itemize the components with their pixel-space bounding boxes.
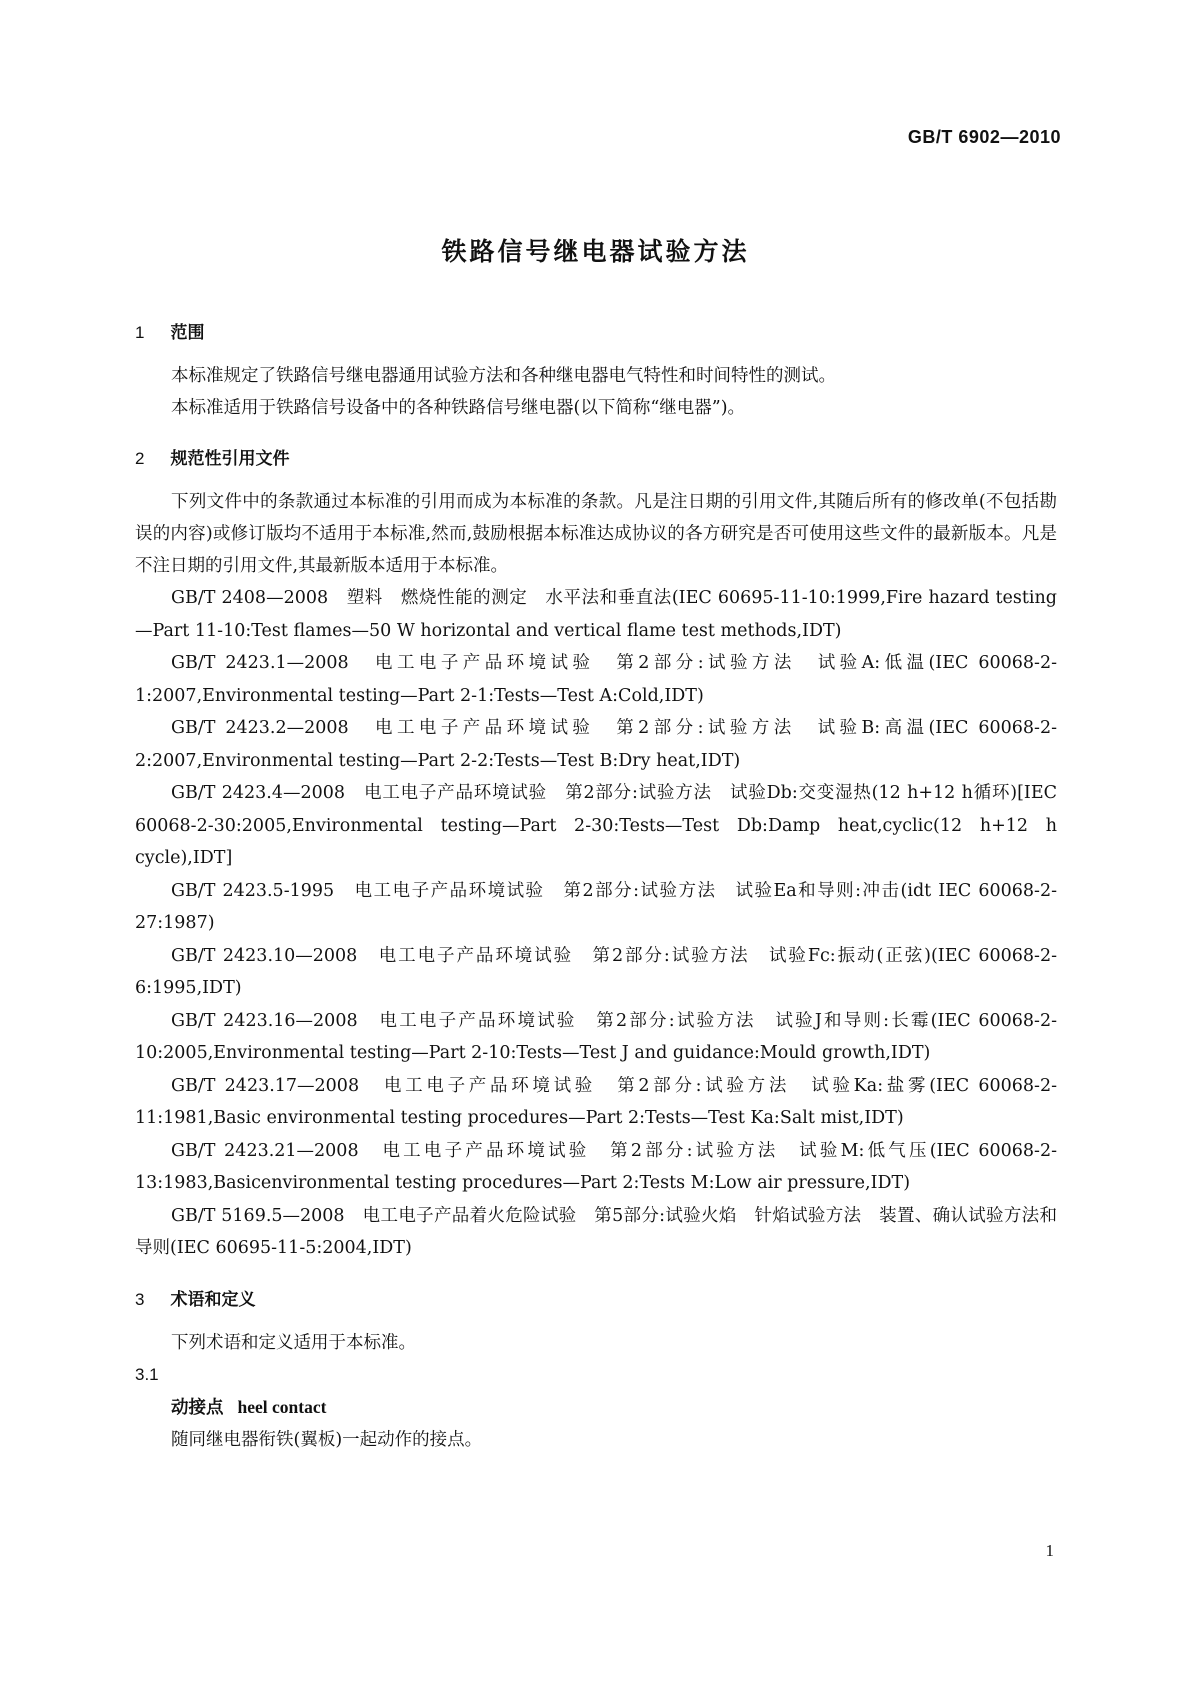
section-1-heading [135,320,1057,346]
section-3-number: 3 [135,1289,145,1309]
document-title: 铁路信号继电器试验方法 [441,237,750,266]
reference-item: GB/T 5169.5—2008 电工电子产品着火危险试验 第5部分:试验火焰 针焰试验方法 装置、确认试验方法和导则(IEC 60695-11-5:2004,IDT) [135,1205,1057,1258]
reference-item: GB/T 2423.21—2008 电工电子产品环境试验 第2部分:试验方法 试验M:低气压(IEC 60068-2-13:1983,Basicenvironmental testing procedures—Part 2:Tests M:Low air pressure,IDT) [135,1140,1057,1193]
scope-paragraph: 本标准适用于铁路信号设备中的各种铁路信号继电器(以下简称“继电器”)。 [171,398,746,418]
section-2-heading [135,446,1057,472]
section-2-title: 规范性引用文件 [170,449,290,469]
scope-paragraph: 本标准规定了铁路信号继电器通用试验方法和各种继电器电气特性和时间特性的测试。 [171,366,836,386]
page-number: 1 [1045,1541,1054,1560]
term-definition: 随同继电器衔铁(翼板)一起动作的接点。 [171,1429,483,1450]
section-3-title: 术语和定义 [170,1289,256,1310]
reference-item: GB/T 2423.5-1995 电工电子产品环境试验 第2部分:试验方法 试验Ea和导则:冲击(idt IEC 60068-2-27:1987) [135,880,1057,933]
section-3-heading [135,1287,1057,1313]
term-entry [171,1391,1057,1424]
reference-item: GB/T 2423.2—2008 电工电子产品环境试验 第2部分:试验方法 试验B:高温(IEC 60068-2-2:2007,Environmental testing—Part 2-2:Tests—Test B:Dry heat,IDT) [135,718,1057,771]
reference-item: GB/T 2423.4—2008 电工电子产品环境试验 第2部分:试验方法 试验Db:交变湿热(12 h+12 h循环)[IEC 60068-2-30:2005,Environmental testing—Part 2-30:Tests—Test Db:Damp heat,cyclic(12 h+12 h cycle),IDT] [135,783,1057,868]
reference-item: GB/T 2423.10—2008 电工电子产品环境试验 第2部分:试验方法 试验Fc:振动(正弦)(IEC 60068-2-6:1995,IDT) [135,945,1057,998]
section-1-title: 范围 [170,323,205,343]
reference-item: GB/T 2423.1—2008 电工电子产品环境试验 第2部分:试验方法 试验A:低温(IEC 60068-2-1:2007,Environmental testing—Part 2-1:Tests—Test A:Cold,IDT) [135,653,1057,706]
terms-intro: 下列术语和定义适用于本标准。 [171,1332,416,1353]
document-body [135,320,1057,1456]
standard-id: GB/T 6902—2010 [907,127,1061,147]
section-2-number: 2 [135,449,145,468]
term-english: heel contact [237,1396,327,1417]
clause-number: 3.1 [135,1364,159,1384]
normative-references-intro: 下列文件中的条款通过本标准的引用而成为本标准的条款。凡是注日期的引用文件,其随后所有的修改单(不包括勘误的内容)或修订版均不适用于本标准,然而,鼓励根据本标准达成协议的各方研究是否可使用这些文件的最新版本。凡是不注日期的引用文件,其最新版本适用于本标准。 [135,492,1057,576]
section-1-number: 1 [135,323,145,342]
term-chinese: 动接点 [171,1397,224,1418]
reference-item: GB/T 2408—2008 塑料 燃烧性能的测定 水平法和垂直法(IEC 60695-11-10:1999,Fire hazard testing—Part 11-10:Test flames—50 W horizontal and vertical flame test methods,IDT) [135,588,1057,641]
reference-item: GB/T 2423.17—2008 电工电子产品环境试验 第2部分:试验方法 试验Ka:盐雾(IEC 60068-2-11:1981,Basic environmental testing procedures—Part 2:Tests—Test Ka:Salt mist,IDT) [135,1075,1057,1128]
reference-item: GB/T 2423.16—2008 电工电子产品环境试验 第2部分:试验方法 试验J和导则:长霉(IEC 60068-2-10:2005,Environmental testing—Part 2-10:Tests—Test J and guidance:Mould growth,IDT) [135,1010,1057,1063]
